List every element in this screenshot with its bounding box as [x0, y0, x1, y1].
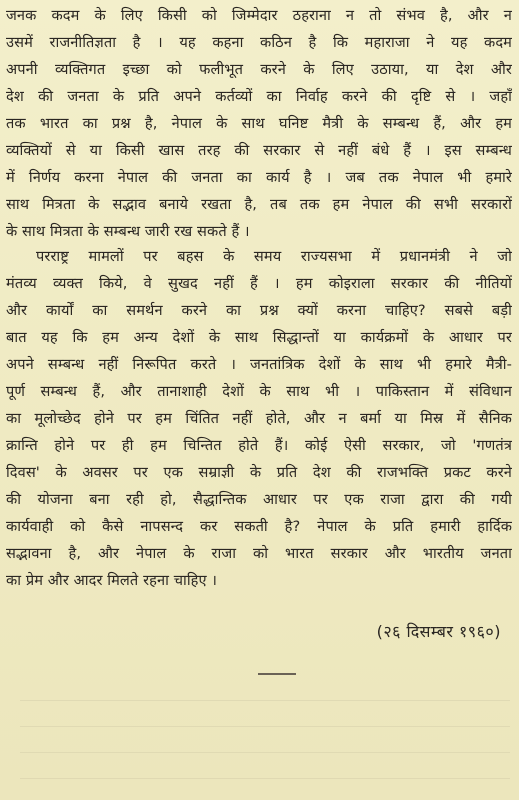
- text-line: देश की जनता के प्रति अपने कर्तव्यों का निर्वाह करने की दृष्टि से । जहाँ: [6, 88, 512, 105]
- text-line: मंतव्य व्यक्त किये, वे सुखद नहीं हैं । हम कोइराला सरकार की नीतियों: [6, 275, 512, 292]
- text-line: दिवस' के अवसर पर एक सम्राज्ञी के प्रति देश की राजभक्ति प्रकट करने: [6, 464, 512, 481]
- paragraph-2: [6, 243, 512, 594]
- text-line: सद्भावना है, और नेपाल के राजा को भारत सरकार और भारतीय जनता: [6, 545, 512, 562]
- text-line: और कार्यों का समर्थन करने का प्रश्न क्यों करना चाहिए? सबसे बड़ी: [6, 302, 512, 319]
- text-line: का मूलोच्छेद होने पर हम चिंतित नहीं होते, और न बर्मा या मिस्र में सैनिक: [6, 410, 512, 427]
- text-line: उसमें राजनीतिज्ञता है । यह कहना कठिन है कि महाराजा ने यह कदम: [6, 34, 512, 51]
- text-line: में निर्णय करना नेपाल की जनता का कार्य है । जब तक नेपाल भी हमारे: [6, 169, 512, 186]
- text-line: बात यह कि हम अन्य देशों के साथ सिद्धान्तों या कार्यक्रमों के आधार पर: [6, 329, 512, 346]
- text-line: अपनी व्यक्तिगत इच्छा को फलीभूत करने के लिए उठाया, या देश और: [6, 61, 512, 78]
- section-divider: [258, 673, 296, 675]
- text-line: व्यक्तियों से या किसी खास तरह की सरकार से नहीं बंधे हैं । इस सम्बन्ध: [6, 142, 512, 159]
- show-through-line: [20, 752, 510, 753]
- text-line: के साथ मित्रता के सम्बन्ध जारी रख सकते हैं ।: [6, 223, 250, 240]
- show-through-line: [20, 726, 510, 727]
- text-line: जनक कदम के लिए किसी को जिम्मेदार ठहराना न तो संभव है, और न: [6, 7, 512, 24]
- text-line: साथ मित्रता के सद्भाव बनाये रखता है, तब तक हम नेपाल की सभी सरकारों: [6, 196, 512, 213]
- text-line: पूर्ण सम्बन्ध हैं, और तानाशाही देशों के साथ भी । पाकिस्तान में संविधान: [6, 383, 512, 400]
- show-through-line: [20, 778, 510, 779]
- paragraph-1: [6, 2, 512, 245]
- text-line: की योजना बना रही हो, सैद्धान्तिक आधार पर एक राजा द्वारा की गयी: [6, 491, 512, 508]
- text-line: का प्रेम और आदर मिलते रहना चाहिए ।: [6, 572, 218, 589]
- text-line: कार्यवाही को कैसे नापसन्द कर सकती है? नेपाल के प्रति हमारी हार्दिक: [6, 518, 512, 535]
- text-line: क्रान्ति होने पर ही हम चिन्तित होते हैं। कोई ऐसी सरकार, जो 'गणतंत्र: [6, 437, 512, 454]
- show-through-line: [20, 700, 510, 701]
- text-line: तक भारत का प्रश्न है, नेपाल के साथ घनिष्ट मैत्री के सम्बन्ध हैं, और हम: [6, 115, 512, 132]
- text-line: परराष्ट्र मामलों पर बहस के समय राज्यसभा में प्रधानमंत्री ने जो: [36, 248, 512, 265]
- date-line: (२६ दिसम्बर १९६०): [376, 622, 501, 641]
- text-line: अपने सम्बन्ध नहीं निरूपित करते । जनतांत्रिक देशों के साथ भी हमारे मैत्री-: [6, 356, 512, 373]
